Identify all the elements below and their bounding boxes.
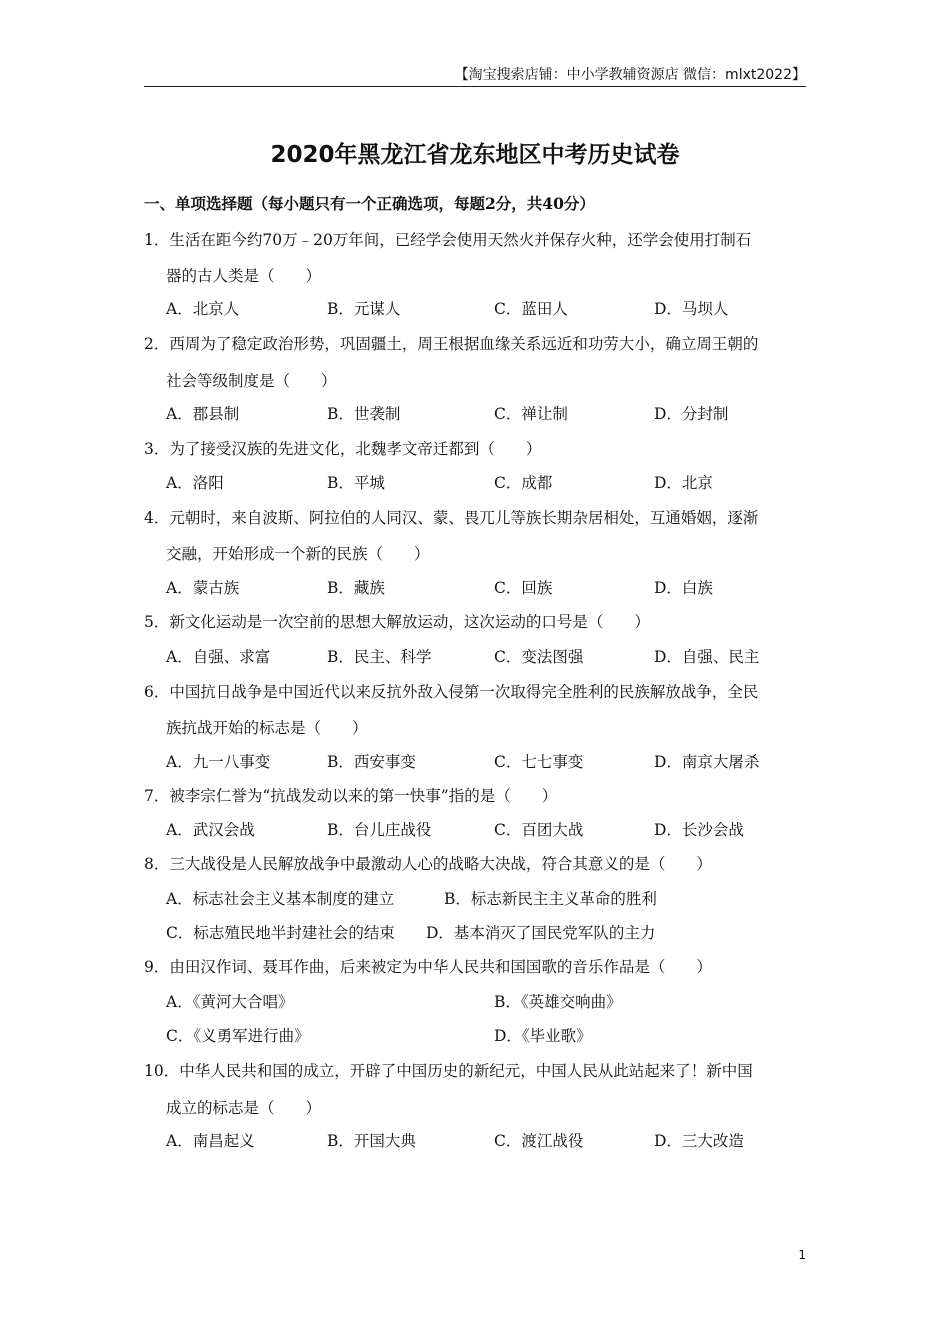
question-7-stem: 7．被李宗仁誉为“抗战发动以来的第一快事”指的是（ ） — [144, 787, 558, 805]
section-heading: 一、单项选择题（每小题只有一个正确选项，每题2分，共40分） — [144, 194, 595, 213]
question-9-option-d: D．《毕业歌》 — [494, 1027, 592, 1045]
question-6-option-a: A．九一八事变 — [166, 753, 271, 771]
question-6-stem-cont: 族抗战开始的标志是（ ） — [166, 719, 368, 737]
question-8-option-a: A．标志社会主义基本制度的建立 — [166, 890, 395, 908]
question-7-option-a: A．武汉会战 — [166, 821, 255, 839]
question-6-option-c: C．七七事变 — [494, 753, 584, 771]
question-6-stem: 6．中国抗日战争是中国近代以来反抗外敌入侵第一次取得完全胜利的民族解放战争，全民 — [144, 683, 759, 701]
question-10-stem-cont: 成立的标志是（ ） — [166, 1099, 322, 1117]
question-3-stem: 3．为了接受汉族的先进文化，北魏孝文帝迁都到（ ） — [144, 440, 542, 458]
question-7-option-b: B．台儿庄战役 — [327, 821, 432, 839]
question-4-stem: 4．元朝时，来自波斯、阿拉伯的人同汉、蒙、畏兀儿等族长期杂居相处，互通婚姻，逐渐 — [144, 509, 759, 527]
question-4-option-b: B．藏族 — [327, 579, 385, 597]
question-10-option-d: D．三大改造 — [654, 1132, 744, 1150]
question-4-option-d: D．白族 — [654, 579, 713, 597]
question-3-option-d: D．北京 — [654, 474, 713, 492]
question-5-stem: 5．新文化运动是一次空前的思想大解放运动，这次运动的口号是（ ） — [144, 613, 650, 631]
question-1-option-b: B．元谋人 — [327, 300, 401, 318]
header-note: 【淘宝搜索店铺：中小学教辅资源店 微信：mlxt2022】 — [454, 67, 806, 83]
question-4-option-c: C．回族 — [494, 579, 553, 597]
question-7-option-d: D．长沙会战 — [654, 821, 744, 839]
page-number: 1 — [798, 1248, 806, 1262]
question-2-stem: 2．西周为了稳定政治形势，巩固疆土，周王根据血缘关系远近和功劳大小，确立周王朝的 — [144, 335, 759, 353]
question-2-stem-cont: 社会等级制度是（ ） — [166, 372, 337, 390]
page-title: 2020年黑龙江省龙东地区中考历史试卷 — [270, 142, 680, 168]
question-2-option-d: D．分封制 — [654, 405, 729, 423]
question-4-option-a: A．蒙古族 — [166, 579, 240, 597]
question-1-stem: 1．生活在距今约70万﹣20万年间，已经学会使用天然火并保存火种，还学会使用打制石 — [144, 231, 752, 249]
question-6-option-b: B．西安事变 — [327, 753, 416, 771]
question-9-option-b: B．《英雄交响曲》 — [494, 993, 622, 1011]
question-8-option-c: C．标志殖民地半封建社会的结束 — [166, 924, 395, 942]
question-10-option-a: A．南昌起义 — [166, 1132, 255, 1150]
question-5-option-a: A．自强、求富 — [166, 648, 271, 666]
question-8-stem: 8．三大战役是人民解放战争中最激动人心的战略大决战，符合其意义的是（ ） — [144, 855, 712, 873]
question-4-stem-cont: 交融，开始形成一个新的民族（ ） — [166, 545, 430, 563]
question-7-option-c: C．百团大战 — [494, 821, 584, 839]
question-3-option-c: C．成都 — [494, 474, 553, 492]
question-2-option-c: C．禅让制 — [494, 405, 568, 423]
question-2-option-b: B．世袭制 — [327, 405, 401, 423]
question-3-option-b: B．平城 — [327, 474, 385, 492]
question-1-option-d: D．马坝人 — [654, 300, 729, 318]
question-8-option-b: B．标志新民主主义革命的胜利 — [444, 890, 657, 908]
question-5-option-c: C．变法图强 — [494, 648, 584, 666]
question-9-option-a: A．《黄河大合唱》 — [166, 993, 294, 1011]
question-10-option-b: B．开国大典 — [327, 1132, 416, 1150]
header-divider — [144, 86, 806, 87]
question-6-option-d: D．南京大屠杀 — [654, 753, 760, 771]
question-8-option-d: D．基本消灭了国民党军队的主力 — [426, 924, 656, 942]
question-9-option-c: C．《义勇军进行曲》 — [166, 1027, 310, 1045]
question-9-stem: 9．由田汉作词、聂耳作曲，后来被定为中华人民共和国国歌的音乐作品是（ ） — [144, 958, 712, 976]
question-2-option-a: A．郡县制 — [166, 405, 240, 423]
question-1-option-c: C．蓝田人 — [494, 300, 568, 318]
question-10-stem: 10．中华人民共和国的成立，开辟了中国历史的新纪元，中国人民从此站起来了！新中国 — [144, 1062, 753, 1080]
question-10-option-c: C．渡江战役 — [494, 1132, 584, 1150]
question-5-option-b: B．民主、科学 — [327, 648, 432, 666]
question-3-option-a: A．洛阳 — [166, 474, 224, 492]
question-1-stem-cont: 器的古人类是（ ） — [166, 267, 322, 285]
question-1-option-a: A．北京人 — [166, 300, 240, 318]
question-5-option-d: D．自强、民主 — [654, 648, 760, 666]
